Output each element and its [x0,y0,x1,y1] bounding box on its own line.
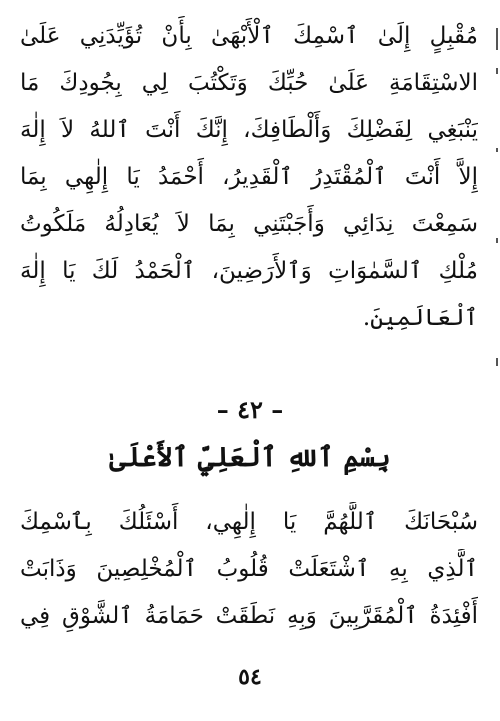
page-edge-marks [495,28,498,428]
section-number: – ٤٢ – [216,395,284,424]
page-number: ٥٤ [238,664,262,690]
text-line: إِلاَّ أَنْتَ ٱلْمُقْتَدِرُ ٱلْقَدِيرُ، أَحْمَدُ يَا إِلٰهِي بِمَا [20,164,478,190]
text-line: مُلْكِ ٱلسَّمٰوَاتِ وَٱلأَرَضِينَ، ٱلْحَمْدُ لَكَ يَا إِلٰهَ [20,258,478,284]
text-line: الاسْتِقَامَةِ عَلَىٰ حُبِّكَ وَتَكْتُبَ لِي بِجُودِكَ مَا [20,70,478,96]
text-line: مُقْبِلٍ إِلَىٰ ٱسْمِكَ ٱلْأَبْهَىٰ بِأَنْ تُؤَيِّدَنِي عَلَىٰ [20,23,478,49]
text-line: أَفْئِدَةُ ٱلْمُقَرَّبِينَ وَبِهِ نَطَقَتْ حَمَامَةُ ٱلشَّوْقِ فِي [20,603,478,629]
text-line: ٱلَّذِي بِهِ ٱشْتَعَلَتْ قُلُوبُ ٱلْمُخْلِصِينَ وَذَابَتْ [20,556,478,582]
text-line: يَنْبَغِي لِفَضْلِكَ وَأَلْطَافِكَ، إِنَّكَ أَنْتَ ٱللهُ لاَ إِلٰهَ [20,117,478,143]
text-line: ٱلْعَالَمِينَ. [362,305,478,331]
text-line: سَمِعْتَ نِدَائِي وَأَجَبْتَنِي بِمَا لاَ يُعَادِلُهُ مَلَكُوتُ [20,211,478,237]
bismillah-heading: بِسْمِ ٱللهِ ٱلْعَلِيِّ ٱلأَعْلَىٰ [109,442,391,473]
text-line: سُبْحَانَكَ ٱللَّهُمَّ يَا إِلٰهِي، أَسْئَلُكَ بِٱسْمِكَ [20,509,478,535]
